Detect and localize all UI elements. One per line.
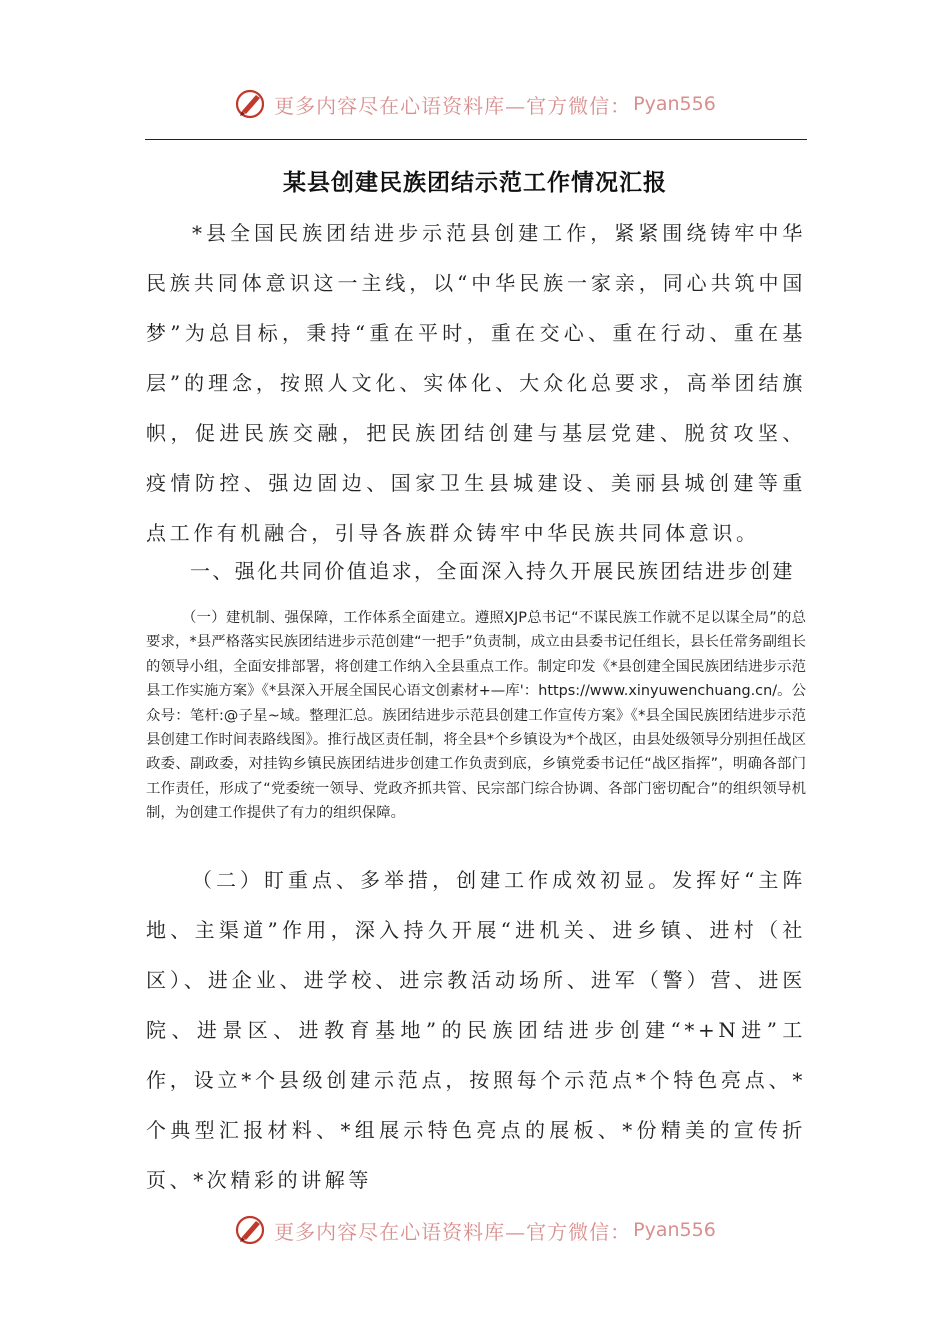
- subsection-1-paragraph: （一）建机制、强保障，工作体系全面建立。遵照XJP总书记“不谋民族工作就不足以谋全局”的总要求，*县严格落实民族团结进步示范创建“一把手”负责制，成立由县委书记任组长，县长任常务副组长的领导小组，全面安排部署，将创建工作纳入全县重点工作。制定印发《*县创建全国民族团结进步示范县工作实施方案》《*县深入开展全国民心语文创素材+—库'：https://www.xinyuwenchuang.cn/。公众号：笔杆:@子星~域。整理汇总。族团结进步示范县创建工作宣传方案》《*县全国民族团结进步示范县创建工作时间表路线图》。推行战区责任制，将全县*个乡镇设为*个战区，由县处级领导分别担任战区政委、副政委，对挂钩乡镇民族团结进步创建工作负责到底，乡镇党委书记任“战区指挥”，明确各部门工作责任，形成了“党委统一领导、党政齐抓共管、民宗部门综合协调、各部门密切配合”的组织领导机制，为创建工作提供了有力的组织保障。: [146, 610, 806, 822]
- intro-paragraph: *县全国民族团结进步示范县创建工作，紧紧围绕铸牢中华民族共同体意识这一主线，以“中华民族一家亲，同心共筑中国梦”为总目标，秉持“重在平时，重在交心、重在行动、重在基层”的理念，按照人文化、实体化、大众化总要求，高举团结旗帜，促进民族交融，把民族团结创建与基层党建、脱贫攻坚、疫情防控、强边固边、国家卫生县城建设、美丽县城创建等重点工作有机融合，引导各族群众铸牢中华民族共同体意识。: [146, 221, 806, 545]
- subsection-2-paragraph: （二）盯重点、多举措，创建工作成效初显。发挥好“主阵地、主渠道”作用，深入持久开展“进机关、进乡镇、进村（社区）、进企业、进学校、进宗教活动场所、进军（警）营、进医院、进景区、进教育基地”的民族团结进步创建“*+N进”工作，设立*个县级创建示范点，按照每个示范点*个特色亮点、*个典型汇报材料、*组展示特色亮点的展板、*份精美的宣传折页、*次精彩的讲解等: [146, 868, 806, 1192]
- intro-paragraph-block: [146, 208, 806, 558]
- header-divider: [145, 139, 807, 140]
- subsection-2-block: [146, 855, 806, 1205]
- watermark-banner-top: [0, 84, 950, 124]
- watermark-wechat-id: Pyan556: [633, 93, 716, 115]
- document-title: 某县创建民族团结示范工作情况汇报: [283, 169, 667, 196]
- watermark-text: 更多内容尽在心语资料库—官方微信：: [274, 93, 632, 118]
- subsection-1-block: [146, 606, 806, 826]
- watermark-banner-bottom: [0, 1210, 950, 1250]
- section-heading-1: 一、强化共同价值追求，全面深入持久开展民族团结进步创建: [190, 559, 795, 583]
- watermark-text: 更多内容尽在心语资料库—官方微信：: [274, 1219, 632, 1244]
- pen-logo-icon: [234, 1213, 268, 1247]
- pen-logo-icon: [234, 87, 268, 121]
- watermark-wechat-id: Pyan556: [633, 1219, 716, 1241]
